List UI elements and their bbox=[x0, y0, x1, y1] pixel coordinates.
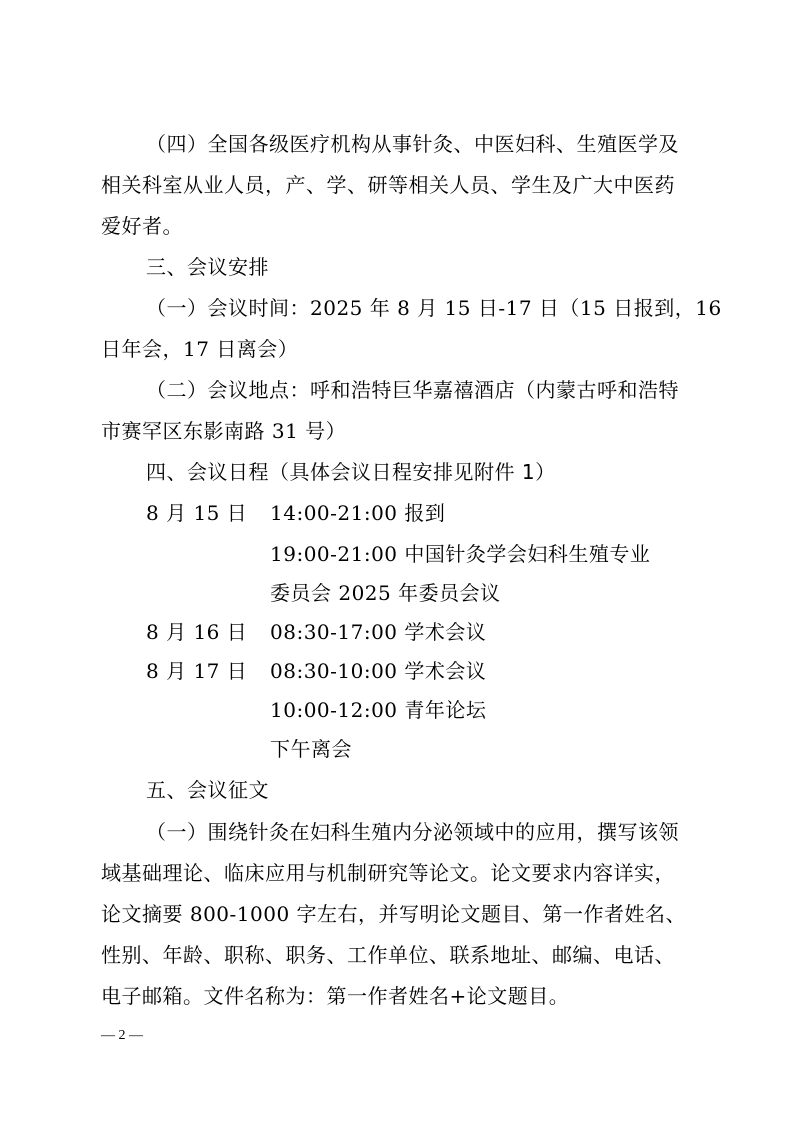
paragraph-4-line-3: 爱好者。 bbox=[101, 214, 183, 238]
schedule-date: 8 月 15 日 bbox=[146, 501, 248, 525]
essay-paragraph-line-2: 域基础理论、临床应用与机制研究等论文。论文要求内容详实， bbox=[101, 861, 675, 885]
schedule-item: 10:00-12:00 青年论坛 bbox=[270, 698, 487, 722]
schedule-date: 8 月 17 日 bbox=[146, 659, 248, 683]
meeting-time-line-2: 日年会，17 日离会） bbox=[101, 337, 299, 361]
paragraph-4-line-1: （四）全国各级医疗机构从事针灸、中医妇科、生殖医学及 bbox=[146, 132, 679, 156]
schedule-item: 14:00-21:00 报到 bbox=[270, 501, 446, 525]
essay-paragraph-line-4: 性别、年龄、职称、职务、工作单位、联系地址、邮编、电话、 bbox=[101, 943, 675, 967]
schedule-item: 下午离会 bbox=[270, 737, 352, 761]
schedule-item: 委员会 2025 年委员会议 bbox=[270, 581, 501, 605]
section-4-heading: 四、会议日程（具体会议日程安排见附件 1） bbox=[146, 460, 556, 484]
section-5-heading: 五、会议征文 bbox=[146, 778, 269, 802]
essay-paragraph-line-5: 电子邮箱。文件名称为：第一作者姓名+论文题目。 bbox=[101, 984, 570, 1008]
schedule-item: 08:30-17:00 学术会议 bbox=[270, 620, 487, 644]
essay-paragraph-line-3: 论文摘要 800-1000 字左右，并写明论文题目、第一作者姓名、 bbox=[101, 902, 687, 926]
schedule-item: 19:00-21:00 中国针灸学会妇科生殖专业 bbox=[270, 542, 651, 566]
essay-paragraph-line-1: （一）围绕针灸在妇科生殖内分泌领域中的应用，撰写该领 bbox=[146, 820, 679, 844]
section-3-heading: 三、会议安排 bbox=[146, 255, 269, 279]
schedule-item: 08:30-10:00 学术会议 bbox=[270, 659, 487, 683]
schedule-date: 8 月 16 日 bbox=[146, 620, 248, 644]
meeting-location-line-1: （二）会议地点：呼和浩特巨华嘉禧酒店（内蒙古呼和浩特 bbox=[146, 378, 679, 402]
paragraph-4-line-2: 相关科室从业人员，产、学、研等相关人员、学生及广大中医药 bbox=[101, 173, 675, 197]
meeting-time-line-1: （一）会议时间：2025 年 8 月 15 日-17 日（15 日报到，16 bbox=[146, 296, 722, 320]
meeting-location-line-2: 市赛罕区东影南路 31 号） bbox=[101, 419, 347, 443]
page-number: — 2 — bbox=[101, 1028, 143, 1043]
